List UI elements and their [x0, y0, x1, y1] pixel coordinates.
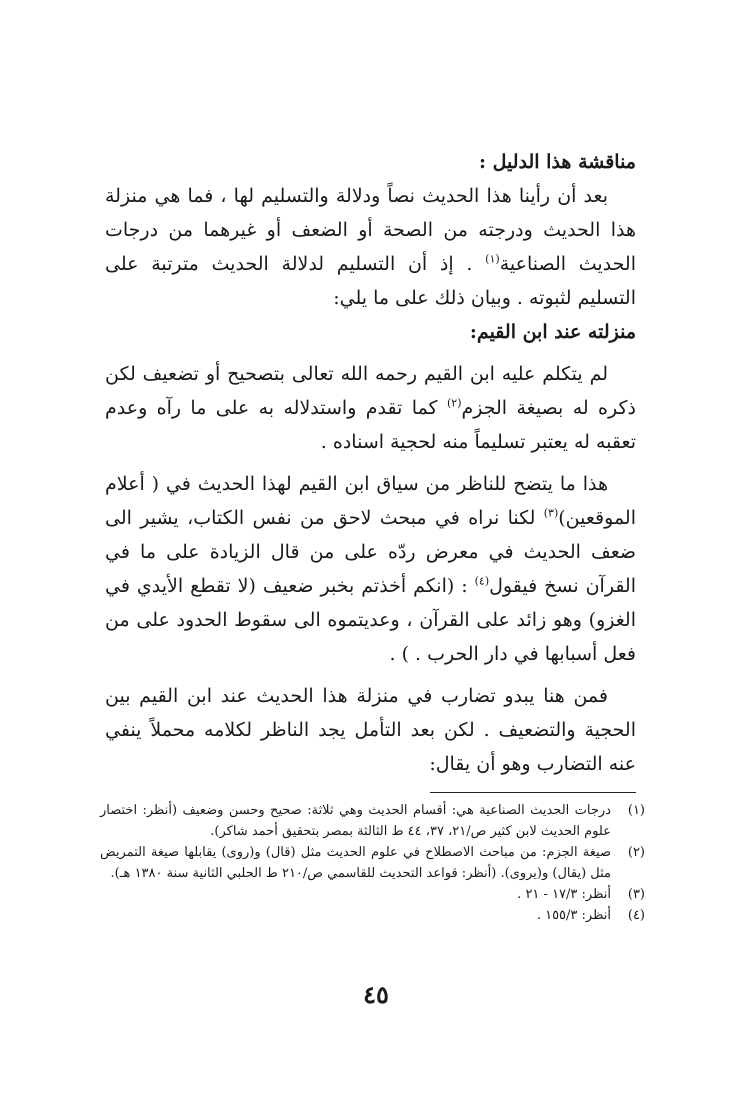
footnote-4: [100, 905, 645, 926]
paragraph-2: [105, 357, 636, 459]
main-text: [105, 145, 636, 781]
footnote-text: درجات الحديث الصناعية هي: أقسام الحديث وهي ثلاثة: صحيح وحسن وضعيف (أنظر: اختصار علوم الحديث لابن كثير ص/٢١، ٣٧، ٤٤ ط الثالثة بمصر بتحقيق أحمد شاكر).: [100, 803, 611, 839]
spacer: [105, 459, 636, 467]
footnote-number: (٢): [627, 845, 645, 860]
paragraph-3-text-a: هذا ما يتضح للناظر من سياق ابن القيم لهذا الحديث في ( أعلام الموقعين): [105, 473, 636, 529]
footnote-2: [100, 842, 645, 884]
footnote-number: (٤): [627, 908, 645, 923]
footnote-text: أنظر: ١٧/٣ - ٢١ .: [517, 887, 611, 902]
section-heading: مناقشة هذا الدليل :: [478, 151, 636, 173]
footnote-ref-2: (٢): [446, 396, 462, 410]
paragraph-1-tail: . إذ أن التسليم لدلالة الحديث مترتبة على التسليم لثبوته . وبيان ذلك على ما يلي:: [105, 253, 636, 309]
footnote-text: صيغة الجزم: من مباحث الاصطلاح في علوم الحديث مثل (قال) و(روى) يقابلها صيغة التمريض مثل (يقال) و(يروى). (أنظر: قواعد التحديث للقاسمي ص/٢١٠ ط الحلبي الثانية سنة ١٣٨٠ هـ).: [100, 845, 611, 881]
spacer: [105, 349, 636, 357]
page-number: ٤٥: [363, 980, 389, 1009]
footnote-3: [100, 884, 645, 905]
footnote-number: (١): [627, 803, 645, 818]
footnote-number: (٣): [627, 887, 645, 902]
footnote-1: [100, 800, 645, 842]
paragraph-3-text-c: : (انكم أخذتم بخبر ضعيف (لا تقطع الأيدي في الغزو) وهو زائد على القرآن ، وعديتموه الى سقوط الحدود على من فعل أسبابها في دار الحرب . ) .: [105, 575, 636, 665]
paragraph-3: [105, 467, 636, 671]
footnote-divider: [430, 792, 636, 793]
paragraph-1: [105, 179, 636, 315]
footnote-text: أنظر: ١٥٥/٣ .: [536, 908, 611, 923]
paragraph-2-text-b: كما تقدم واستدلاله به على ما رآه وعدم تعقبه له يعتبر تسليماً منه لحجية اسناده .: [105, 397, 636, 453]
paragraph-1-text: بعد أن رأينا هذا الحديث نصاً ودلالة والتسليم لها ، فما هي منزلة هذا الحديث ودرجته من الصحة أو الضعف أو غيرهما من درجات الحديث الصناعية: [105, 185, 636, 275]
subsection-heading: منزلته عند ابن القيم:: [469, 321, 636, 343]
footnote-ref-3: (٣): [543, 506, 559, 520]
spacer: [105, 671, 636, 679]
footnote-ref-4: (٤): [474, 574, 490, 588]
paragraph-3-text-b: لكنا نراه في مبحث لاحق من نفس الكتاب، يشير الى ضعف الحديث في معرض ردّه على من قال الزيادة على ما في القرآن نسخ فيقول: [105, 507, 636, 597]
paragraph-2-text-a: لم يتكلم عليه ابن القيم رحمه الله تعالى بتصحيح أو تضعيف لكن ذكره له بصيغة الجزم: [105, 363, 636, 419]
footnote-ref-1: (١): [485, 252, 500, 266]
paragraph-4: فمن هنا يبدو تضارب في منزلة هذا الحديث عند ابن القيم بين الحجية والتضعيف . لكن بعد التأمل يجد الناظر لكلامه محملاً ينفي عنه التضارب وهو أن يقال:: [105, 685, 636, 775]
footnotes: [100, 800, 645, 926]
